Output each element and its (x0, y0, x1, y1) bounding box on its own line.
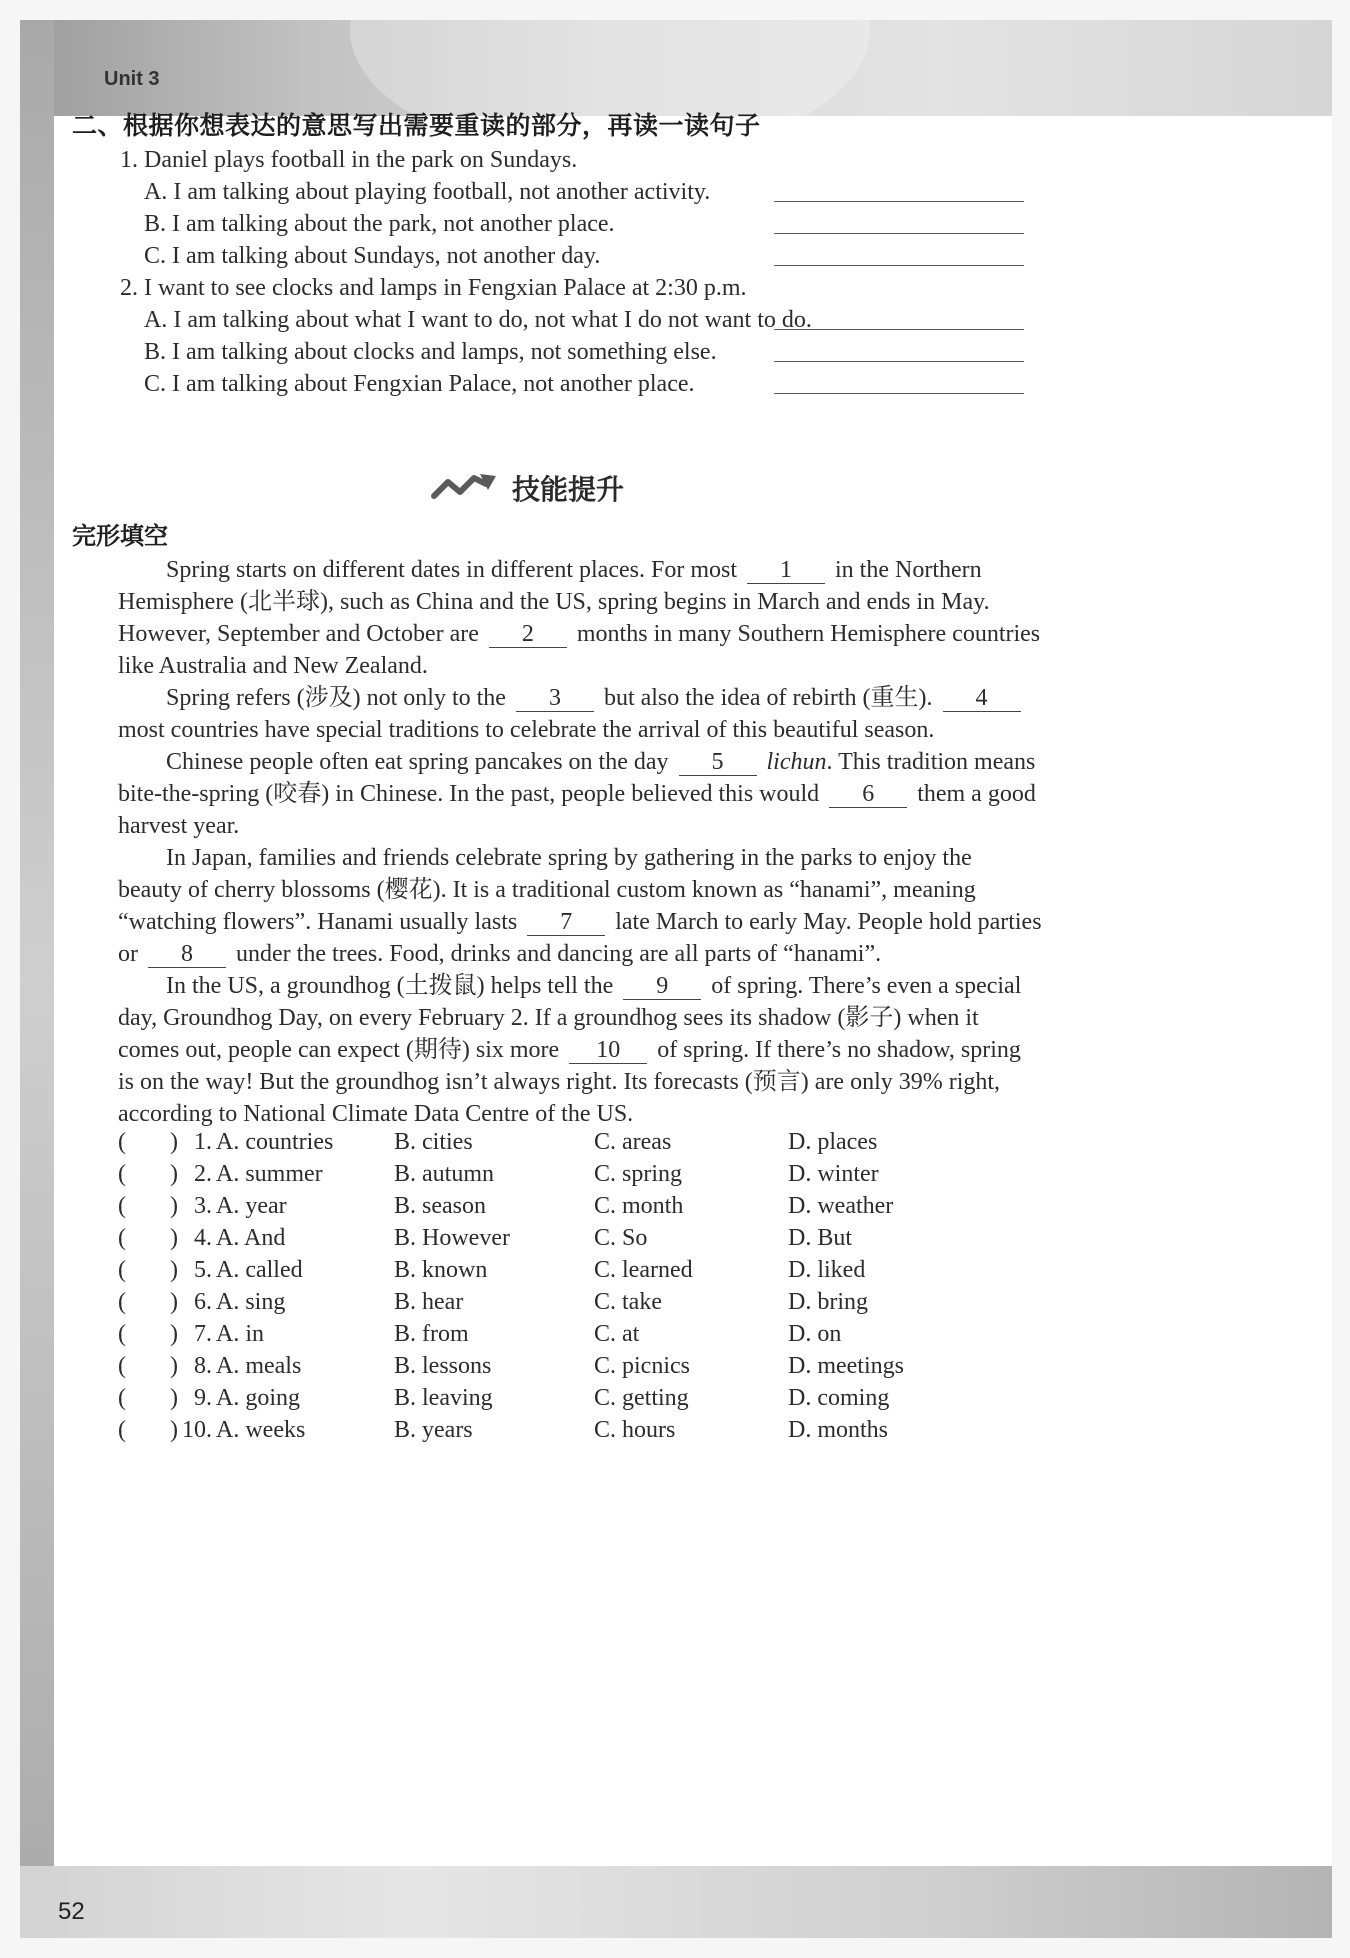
passage-line: day, Groundhog Day, on every February 2. If a groundhog sees its shadow (影子) when it (118, 1005, 979, 1031)
answer-paren-close: ) (170, 1321, 178, 1347)
option-a: A. summer (216, 1161, 323, 1187)
choice-row (118, 1126, 1018, 1158)
answer-paren-close: ) (170, 1257, 178, 1283)
blank-9[interactable]: 9 (623, 973, 701, 1000)
blank-1[interactable]: 1 (747, 557, 825, 584)
section-title: 二、根据你想表达的意思写出需要重读的部分，再读一读句子 (72, 111, 761, 140)
passage-text: Spring starts on different dates in different places. For most (166, 557, 737, 583)
option-d: D. coming (788, 1385, 890, 1411)
option-a: A. sing (216, 1289, 286, 1315)
passage-line (166, 682, 1026, 714)
option-c: C. learned (594, 1257, 693, 1283)
question-number: 1. (194, 1129, 212, 1155)
blank-3[interactable]: 3 (516, 685, 594, 712)
passage-text: months in many Southern Hemisphere countries (576, 621, 1041, 647)
option-2a: A. I am talking about what I want to do, not what I do not want to do. (144, 307, 812, 333)
question-number: 10. (182, 1417, 212, 1443)
choice-row (118, 1158, 1018, 1190)
answer-paren-open[interactable]: ( (118, 1225, 126, 1251)
option-c: C. at (594, 1321, 640, 1347)
option-d: D. winter (788, 1161, 879, 1187)
answer-paren-close: ) (170, 1129, 178, 1155)
passage-text: or (118, 941, 138, 967)
passage-line: like Australia and New Zealand. (118, 653, 428, 679)
option-a: A. And (216, 1225, 286, 1251)
passage-text: in the Northern (835, 557, 982, 583)
blank-5[interactable]: 5 (679, 749, 757, 776)
question-number: 9. (194, 1385, 212, 1411)
question-number: 5. (194, 1257, 212, 1283)
answer-paren-close: ) (170, 1193, 178, 1219)
option-d: D. months (788, 1417, 889, 1443)
skills-title: 技能提升 (512, 473, 625, 506)
passage-line (118, 1034, 1021, 1066)
option-c: C. areas (594, 1129, 672, 1155)
passage-text: However, September and October are (118, 621, 479, 647)
passage-text: . This tradition means (826, 749, 1036, 775)
answer-line-2b[interactable] (774, 361, 1024, 362)
option-b: B. cities (394, 1129, 473, 1155)
option-b: B. from (394, 1321, 469, 1347)
option-a: A. meals (216, 1353, 302, 1379)
passage-line (166, 554, 1026, 586)
choice-row (118, 1254, 1018, 1286)
passage-line (118, 618, 1041, 650)
answer-line-1a[interactable] (774, 201, 1024, 202)
question-number: 7. (194, 1321, 212, 1347)
passage-line (118, 906, 1042, 938)
answer-paren-open[interactable]: ( (118, 1129, 126, 1155)
passage-text: of spring. If there’s no shadow, spring (657, 1037, 1021, 1063)
passage-text: but also the idea of rebirth (重生). (603, 685, 933, 711)
question-number: 2. (194, 1161, 212, 1187)
option-b: B. autumn (394, 1161, 494, 1187)
unit-label: Unit 3 (104, 68, 160, 90)
option-a: A. going (216, 1385, 300, 1411)
option-b: B. hear (394, 1289, 464, 1315)
cloze-title: 完形填空 (72, 522, 168, 550)
blank-7[interactable]: 7 (527, 909, 605, 936)
option-d: D. bring (788, 1289, 868, 1315)
option-c: C. hours (594, 1417, 676, 1443)
answer-line-2c[interactable] (774, 393, 1024, 394)
choice-row (118, 1414, 1018, 1446)
passage-text: bite-the-spring (咬春) in Chinese. In the past, people believed this would (118, 781, 820, 807)
passage-line (118, 938, 978, 970)
passage-line: is on the way! But the groundhog isn’t always right. Its forecasts (预言) are only 39% right, (118, 1069, 1001, 1095)
answer-paren-close: ) (170, 1225, 178, 1251)
answer-paren-open[interactable]: ( (118, 1257, 126, 1283)
option-2c: C. I am talking about Fengxian Palace, not another place. (144, 371, 695, 397)
option-d: D. on (788, 1321, 842, 1347)
option-a: A. in (216, 1321, 264, 1347)
option-b: B. However (394, 1225, 510, 1251)
answer-paren-open[interactable]: ( (118, 1193, 126, 1219)
option-d: D. weather (788, 1193, 894, 1219)
option-b: B. leaving (394, 1385, 493, 1411)
passage-text: In the US, a groundhog (土拨鼠) helps tell the (166, 973, 614, 999)
option-c: C. spring (594, 1161, 683, 1187)
option-a: A. countries (216, 1129, 334, 1155)
choice-row (118, 1222, 1018, 1254)
passage-text: Chinese people often eat spring pancakes on the day (166, 749, 669, 775)
passage-text: comes out, people can expect (期待) six more (118, 1037, 560, 1063)
answer-paren-open[interactable]: ( (118, 1289, 126, 1315)
option-1a: A. I am talking about playing football, not another activity. (144, 179, 711, 205)
option-c: C. take (594, 1289, 662, 1315)
question-number: 8. (194, 1353, 212, 1379)
answer-paren-open[interactable]: ( (118, 1161, 126, 1187)
passage-text: late March to early May. People hold parties (615, 909, 1042, 935)
answer-paren-open[interactable]: ( (118, 1417, 126, 1443)
passage-text: Spring refers (涉及) not only to the (166, 685, 506, 711)
option-c: C. picnics (594, 1353, 690, 1379)
answer-paren-close: ) (170, 1353, 178, 1379)
answer-paren-open[interactable]: ( (118, 1353, 126, 1379)
blank-2[interactable]: 2 (489, 621, 567, 648)
passage-line: In Japan, families and friends celebrate spring by gathering in the parks to enjoy the (166, 845, 972, 871)
option-d: D. liked (788, 1257, 866, 1283)
option-b: B. known (394, 1257, 488, 1283)
answer-paren-open[interactable]: ( (118, 1385, 126, 1411)
passage-text: of spring. There’s even a special (711, 973, 1022, 999)
passage-line: most countries have special traditions to celebrate the arrival of this beautiful season. (118, 717, 935, 743)
option-c: C. So (594, 1225, 648, 1251)
passage-italic: lichun (766, 749, 827, 775)
blank-6[interactable]: 6 (829, 781, 907, 808)
answer-paren-close: ) (170, 1417, 178, 1443)
option-a: A. weeks (216, 1417, 306, 1443)
choice-row (118, 1350, 1018, 1382)
option-d: D. places (788, 1129, 878, 1155)
passage-line: Hemisphere (北半球), such as China and the US, spring begins in March and ends in May. (118, 589, 990, 615)
option-c: C. getting (594, 1385, 689, 1411)
option-d: D. But (788, 1225, 853, 1251)
sentence-2: 2. I want to see clocks and lamps in Fengxian Palace at 2:30 p.m. (120, 275, 747, 301)
choice-row (118, 1318, 1018, 1350)
page-number: 52 (58, 1898, 85, 1925)
option-a: A. called (216, 1257, 303, 1283)
answer-line-2a[interactable] (774, 329, 1024, 330)
passage-line (118, 778, 1036, 810)
passage-text: “watching flowers”. Hanami usually lasts (118, 909, 518, 935)
option-b: B. season (394, 1193, 486, 1219)
passage-line: beauty of cherry blossoms (樱花). It is a traditional custom known as “hanami”, meaning (118, 877, 976, 903)
answer-paren-close: ) (170, 1289, 178, 1315)
passage-text: them a good (917, 781, 1036, 807)
answer-paren-close: ) (170, 1385, 178, 1411)
blank-4[interactable]: 4 (943, 685, 1021, 712)
option-1c: C. I am talking about Sundays, not another day. (144, 243, 601, 269)
option-b: B. years (394, 1417, 473, 1443)
passage-line (166, 746, 1036, 778)
question-number: 6. (194, 1289, 212, 1315)
answer-paren-open[interactable]: ( (118, 1321, 126, 1347)
option-1b: B. I am talking about the park, not another place. (144, 211, 615, 237)
choice-row (118, 1286, 1018, 1318)
question-number: 4. (194, 1225, 212, 1251)
choice-row (118, 1382, 1018, 1414)
answer-paren-close: ) (170, 1161, 178, 1187)
blank-10[interactable]: 10 (569, 1037, 647, 1064)
option-b: B. lessons (394, 1353, 492, 1379)
trend-arrow-icon (430, 470, 500, 504)
choice-row (118, 1190, 1018, 1222)
blank-8[interactable]: 8 (148, 941, 226, 968)
passage-text: under the trees. Food, drinks and dancing are all parts of “hanami”. (236, 941, 882, 967)
passage-line: harvest year. (118, 813, 240, 839)
passage-line (166, 970, 1026, 1002)
option-c: C. month (594, 1193, 684, 1219)
sentence-1: 1. Daniel plays football in the park on Sundays. (120, 147, 578, 173)
answer-line-1c[interactable] (774, 265, 1024, 266)
option-a: A. year (216, 1193, 287, 1219)
option-2b: B. I am talking about clocks and lamps, not something else. (144, 339, 717, 365)
answer-line-1b[interactable] (774, 233, 1024, 234)
option-d: D. meetings (788, 1353, 904, 1379)
question-number: 3. (194, 1193, 212, 1219)
passage-line: according to National Climate Data Centre of the US. (118, 1101, 634, 1127)
